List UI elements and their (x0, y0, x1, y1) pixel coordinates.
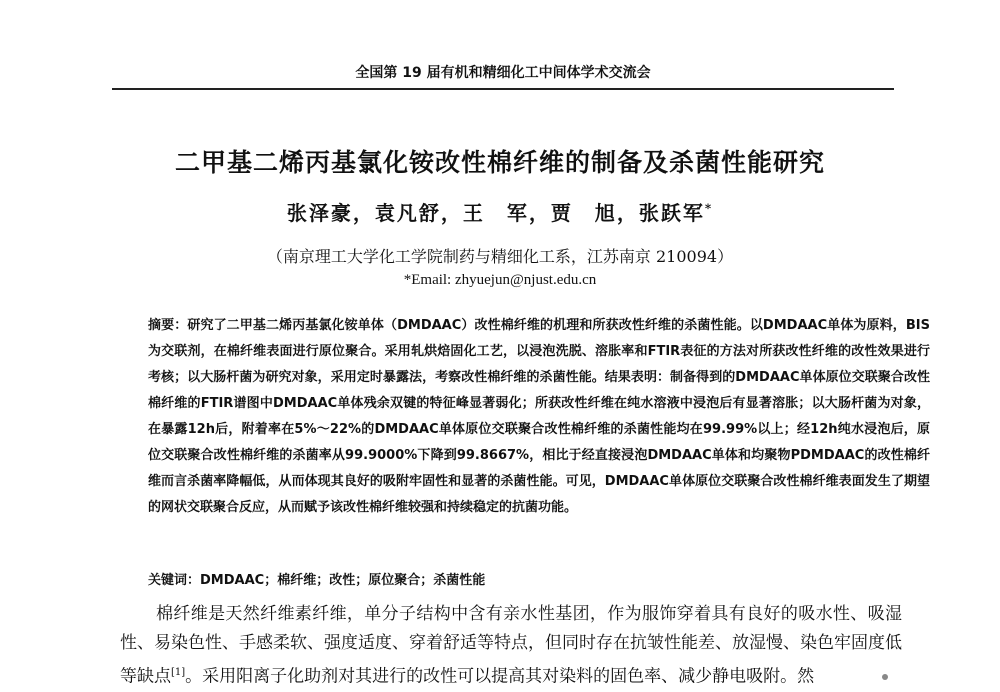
abstract-text: 研究了二甲基二烯丙基氯化铵单体（DMDAAC）改性棉纤维的机理和所获改性纤维的杀菌性能。以DMDAAC单体为原料，BIS为交联剂，在棉纤维表面进行原位聚合。采用轧烘焙固化工艺，以浸泡洗脱、溶胀率和FTIR表征的方法对所获改性纤维的改性效果进行考核；以大肠杆菌为研究对象，采用定时暴露法，考察改性棉纤维的杀菌性能。结果表明：制备得到的DMDAAC单体原位交联聚合改性棉纤维的FTIR谱图中DMDAAC单体残余双键的特征峰显著弱化；所获改性纤维在纯水溶液中浸泡后有显著溶胀；以大肠杆菌为对象，在暴露12h后，附着率在5%～22%的DMDAAC单体原位交联聚合改性棉纤维的杀菌性能均在99.99%以上；经12h纯水浸泡后，原位交联聚合改性棉纤维的杀菌率从99.9000%下降到99.8667%，相比于经直接浸泡DMDAAC单体和均聚物PDMDAAC的改性棉纤维而言杀菌率降幅低，从而体现其良好的吸附牢固性和显著的杀菌性能。可见，DMDAAC单体原位交联聚合改性棉纤维表面发生了期望的网状交联聚合反应，从而赋予该改性棉纤维较强和持续稳定的抗菌功能。 (148, 318, 930, 515)
scan-speck (882, 674, 888, 680)
abstract (120, 313, 930, 521)
body-paragraph (120, 600, 902, 692)
abstract-label: 摘要： (148, 318, 188, 333)
reference-mark: [1] (171, 667, 186, 678)
paper-title: 二甲基二烯丙基氯化铵改性棉纤维的制备及杀菌性能研究 (174, 148, 825, 177)
email: *Email: zhyuejun@njust.edu.cn (403, 272, 597, 288)
author-names: 张泽豪，袁凡舒，王 军，贾 旭，张跃军 (286, 201, 705, 225)
corresponding-mark: * (704, 201, 714, 216)
keywords-label: 关键词： (148, 573, 201, 588)
keywords-text: DMDAAC；棉纤维；改性；原位聚合；杀菌性能 (200, 573, 486, 588)
affiliation: （南京理工大学化工学院制药与精细化工系，江苏南京 210094） (266, 247, 734, 266)
author-list (0, 197, 1000, 226)
keywords (148, 569, 898, 588)
conference-header: 全国第 19 届有机和精细化工中间体学术交流会 (112, 62, 894, 90)
body-text-end: 。采用阳离子化助剂对其进行的改性可以提高其对染料的固色率、减少静电吸附。然 (185, 666, 815, 687)
body-text-start: 棉纤维是天然纤维素纤维，单分子结构中含有亲水性基团，作为服饰穿着具有良好的吸水性、吸湿性、易染色性、手感柔软、强度适度、穿着舒适等特点，但同时存在抗皱性能差、放湿慢、染色牢固度低等缺点 (120, 604, 902, 687)
